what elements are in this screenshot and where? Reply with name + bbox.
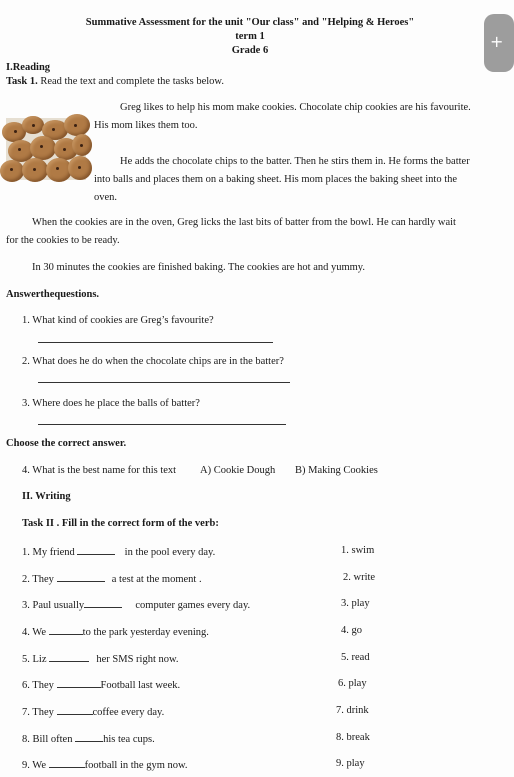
side-tab-icon[interactable]: + — [484, 14, 514, 72]
choose-question: 4. What is the best name for this text — [22, 465, 177, 476]
answer-line-3[interactable] — [38, 424, 286, 425]
item-5-verb: 5. read — [341, 652, 370, 663]
item-4-after: to the park yesterday evening. — [82, 627, 209, 638]
item-1-before: 1. My friend — [22, 547, 75, 558]
item-6-after: Football last week. — [100, 680, 181, 691]
writing-item-2 — [22, 572, 202, 585]
item-4-blank[interactable] — [49, 625, 83, 635]
item-9-after: football in the gym now. — [84, 760, 188, 771]
writing-task-heading: Task II . Fill in the correct form of the verb: — [22, 518, 219, 529]
item-7-verb: 7. drink — [336, 705, 369, 716]
item-5-blank[interactable] — [49, 652, 89, 662]
item-3-blank[interactable] — [84, 598, 122, 608]
item-8-before: 8. Bill often — [22, 734, 73, 745]
reading-section-heading: I.Reading — [6, 62, 51, 73]
paragraph-1-line-1: Greg likes to help his mom make cookies. Chocolate chip cookies are his favourite. — [120, 102, 471, 113]
item-5-after: her SMS right now. — [96, 654, 179, 665]
paragraph-3-line-1: When the cookies are in the oven, Greg licks the last bits of batter from the bowl. He can hardly wait — [32, 217, 456, 228]
question-3: 3. Where does he place the balls of batter? — [22, 398, 200, 409]
writing-item-8 — [22, 732, 155, 745]
item-2-verb: 2. write — [343, 572, 376, 583]
item-9-blank[interactable] — [49, 758, 85, 768]
item-7-before: 7. They — [22, 707, 54, 718]
item-9-before: 9. We — [22, 760, 47, 771]
item-1-after: in the pool every day. — [124, 547, 216, 558]
grade-label: Grade 6 — [231, 45, 269, 56]
writing-section-heading: II. Writing — [22, 491, 71, 502]
writing-item-6 — [22, 678, 180, 691]
item-9-verb: 9. play — [336, 758, 365, 769]
item-2-after: a test at the moment . — [111, 574, 202, 585]
item-2-blank[interactable] — [57, 572, 105, 582]
item-8-verb: 8. break — [336, 732, 370, 743]
item-1-verb: 1. swim — [341, 545, 375, 556]
paragraph-2-line-3: oven. — [94, 192, 118, 203]
item-6-blank[interactable] — [57, 678, 101, 688]
item-1-blank[interactable] — [77, 545, 115, 555]
item-3-before: 3. Paul usually — [22, 600, 85, 611]
question-1: 1. What kind of cookies are Greg’s favourite? — [22, 315, 214, 326]
writing-item-1 — [22, 545, 215, 558]
question-2: 2. What does he do when the chocolate chips are in the batter? — [22, 356, 284, 367]
option-b[interactable]: B) Making Cookies — [295, 465, 378, 476]
item-5-before: 5. Liz — [22, 654, 47, 665]
item-4-verb: 4. go — [341, 625, 362, 636]
choose-heading: Choose the correct answer. — [6, 438, 127, 449]
task1-label: Task 1. — [6, 76, 38, 87]
document-title: Summative Assessment for the unit "Our class" and "Helping & Heroes" — [85, 17, 415, 28]
cookies-photo — [6, 118, 86, 180]
writing-item-7 — [22, 705, 164, 718]
item-6-before: 6. They — [22, 680, 54, 691]
paragraph-2-line-2: into balls and places them on a baking sheet. His mom places the baking sheet into the — [94, 174, 458, 185]
item-8-blank[interactable] — [75, 732, 103, 742]
item-3-verb: 3. play — [341, 598, 370, 609]
answer-line-1[interactable] — [38, 342, 273, 343]
writing-item-4 — [22, 625, 209, 638]
option-a[interactable]: A) Cookie Dough — [200, 465, 276, 476]
item-6-verb: 6. play — [338, 678, 367, 689]
writing-item-3 — [22, 598, 250, 611]
paragraph-4: In 30 minutes the cookies are finished baking. The cookies are hot and yummy. — [32, 262, 366, 273]
task1-text: Read the text and complete the tasks below. — [37, 76, 224, 87]
paragraph-3-line-2: for the cookies to be ready. — [6, 235, 120, 246]
writing-item-5 — [22, 652, 179, 665]
item-8-after: his tea cups. — [103, 734, 155, 745]
term-label: term 1 — [235, 31, 265, 42]
item-2-before: 2. They — [22, 574, 54, 585]
answer-line-2[interactable] — [38, 382, 290, 383]
task1-instruction — [6, 76, 224, 87]
writing-item-9 — [22, 758, 188, 771]
paragraph-2-line-1: He adds the chocolate chips to the batter. Then he stirs them in. He forms the batter — [120, 156, 470, 167]
paragraph-1-line-2: His mom likes them too. — [94, 120, 198, 131]
item-4-before: 4. We — [22, 627, 47, 638]
item-3-after: computer games every day. — [135, 600, 251, 611]
item-7-blank[interactable] — [57, 705, 93, 715]
questions-heading: Answerthequestions. — [6, 289, 100, 300]
item-7-after: coffee every day. — [92, 707, 165, 718]
